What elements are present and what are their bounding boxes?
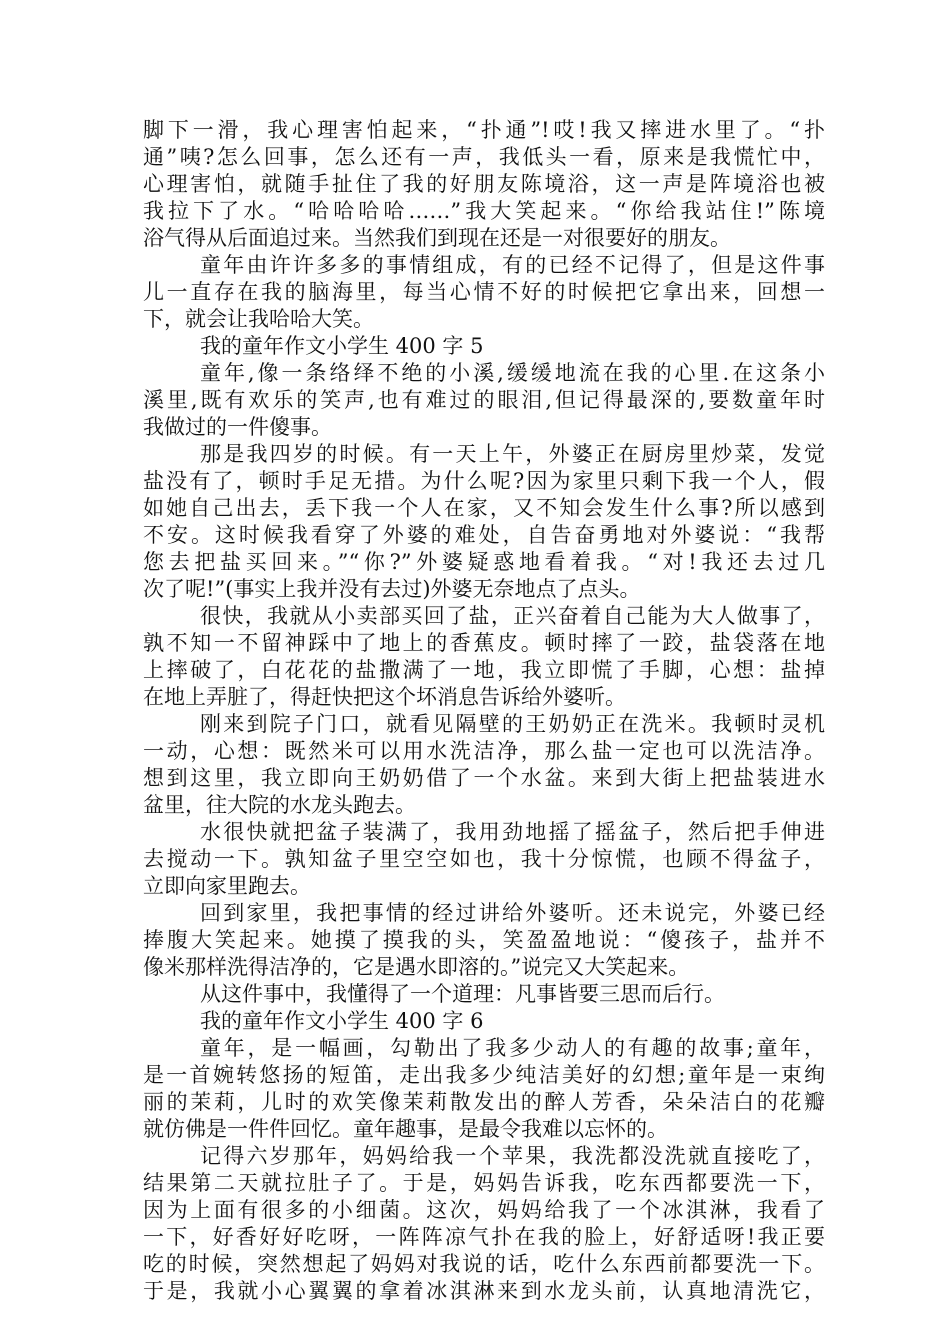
text-line: 浴气得从后面追过来。当然我们到现在还是一对很要好的朋友。 (143, 226, 731, 250)
text-line: 我拉下了水。“哈哈哈哈……”我大笑起来。“你给我站住!”陈境 (143, 199, 825, 223)
text-line: 结果第二天就拉肚子了。于是，妈妈告诉我，吃东西都要洗一下， (143, 1171, 825, 1195)
text-line: 如她自己出去，丢下我一个人在家，又不知会发生什么事?所以感到 (143, 496, 825, 520)
text-line: 孰不知一不留神踩中了地上的香蕉皮。顿时摔了一跤，盐袋落在地 (143, 631, 825, 655)
text-line: 像米那样洗得洁净的，它是遇水即溶的。”说完又大笑起来。 (143, 955, 690, 979)
text-line: 儿一直存在我的脑海里，每当心情不好的时候把它拿出来，回想一 (143, 280, 825, 304)
text-line: 童年,像一条络绎不绝的小溪,缓缓地流在我的心里.在这条小 (200, 361, 825, 385)
text-line: 不安。这时候我看穿了外婆的难处，自告奋勇地对外婆说：“我帮 (143, 523, 825, 547)
text-line: 上摔破了，白花花的盐撒满了一地，我立即慌了手脚，心想：盐掉 (143, 658, 825, 682)
text-line: 刚来到院子门口，就看见隔壁的王奶奶正在洗米。我顿时灵机 (200, 712, 825, 736)
text-line: 次了呢!”(事实上我并没有去过)外婆无奈地点了点头。 (143, 577, 641, 601)
text-line: 通”咦?怎么回事，怎么还有一声，我低头一看，原来是我慌忙中， (143, 145, 825, 169)
text-line: 因为上面有很多的小细菌。这次，妈妈给我了一个冰淇淋，我看了 (143, 1198, 825, 1222)
document-body (143, 117, 825, 1305)
text-line: 去搅动一下。孰知盆子里空空如也，我十分惊慌，也顾不得盆子， (143, 847, 825, 871)
text-line: 盐没有了，顿时手足无措。为什么呢?因为家里只剩下我一个人，假 (143, 469, 825, 493)
text-line-heading: 我的童年作文小学生 400 字 6 (200, 1009, 484, 1033)
text-line: 在地上弄脏了，得赶快把这个坏消息告诉给外婆听。 (143, 685, 626, 709)
text-line-heading: 从这件事中，我懂得了一个道理：凡事皆要三思而后行。 (200, 982, 725, 1006)
text-line: 心理害怕，就随手扯住了我的好朋友陈境浴，这一声是阵境浴也被 (143, 172, 825, 196)
text-line: 记得六岁那年，妈妈给我一个苹果，我洗都没洗就直接吃了， (200, 1144, 825, 1168)
text-line: 溪里,既有欢乐的笑声,也有难过的眼泪,但记得最深的,要数童年时 (143, 388, 825, 412)
text-line: 那是我四岁的时候。有一天上午，外婆正在厨房里炒菜，发觉 (200, 442, 825, 466)
text-line: 想到这里，我立即向王奶奶借了一个水盆。来到大街上把盐装进水 (143, 766, 825, 790)
text-line: 童年由许许多多的事情组成，有的已经不记得了，但是这件事 (200, 253, 825, 277)
text-line: 一动，心想：既然米可以用水洗洁净，那么盐一定也可以洗洁净。 (143, 739, 825, 763)
text-line: 于是，我就小心翼翼的拿着冰淇淋来到水龙头前，认真地清洗它， (143, 1279, 825, 1303)
text-line: 很快，我就从小卖部买回了盐，正兴奋着自己能为大人做事了， (200, 604, 825, 628)
text-line: 丽的茉莉，儿时的欢笑像茉莉散发出的醉人芳香，朵朵洁白的花瓣 (143, 1090, 825, 1114)
text-line: 我做过的一件傻事。 (143, 415, 332, 439)
text-line: 吃的时候，突然想起了妈妈对我说的话，吃什么东西前都要洗一下。 (143, 1252, 825, 1276)
text-line: 捧腹大笑起来。她摸了摸我的头，笑盈盈地说：“傻孩子，盐并不 (143, 928, 825, 952)
text-line: 一下，好香好好吃呀，一阵阵凉气扑在我的脸上，好舒适呀!我正要 (143, 1225, 825, 1249)
text-line: 脚下一滑，我心理害怕起来，“扑通”!哎!我又摔进水里了。“扑 (143, 118, 825, 142)
text-line: 您去把盐买回来。”“你?”外婆疑惑地看着我。“对!我还去过几 (143, 550, 825, 574)
text-line: 下，就会让我哈哈大笑。 (143, 307, 374, 331)
text-line: 立即向家里跑去。 (143, 874, 311, 898)
text-line: 回到家里，我把事情的经过讲给外婆听。还未说完，外婆已经 (200, 901, 825, 925)
text-line: 是一首婉转悠扬的短笛，走出我多少纯洁美好的幻想;童年是一束绚 (143, 1063, 825, 1087)
text-line-heading: 我的童年作文小学生 400 字 5 (200, 334, 484, 358)
text-line: 童年，是一幅画，勾勒出了我多少动人的有趣的故事;童年， (200, 1036, 825, 1060)
text-line: 就仿佛是一件件回忆。童年趣事，是最令我难以忘怀的。 (143, 1117, 668, 1141)
text-line: 盆里，往大院的水龙头跑去。 (143, 793, 416, 817)
text-line: 水很快就把盆子装满了，我用劲地摇了摇盆子，然后把手伸进 (200, 820, 825, 844)
